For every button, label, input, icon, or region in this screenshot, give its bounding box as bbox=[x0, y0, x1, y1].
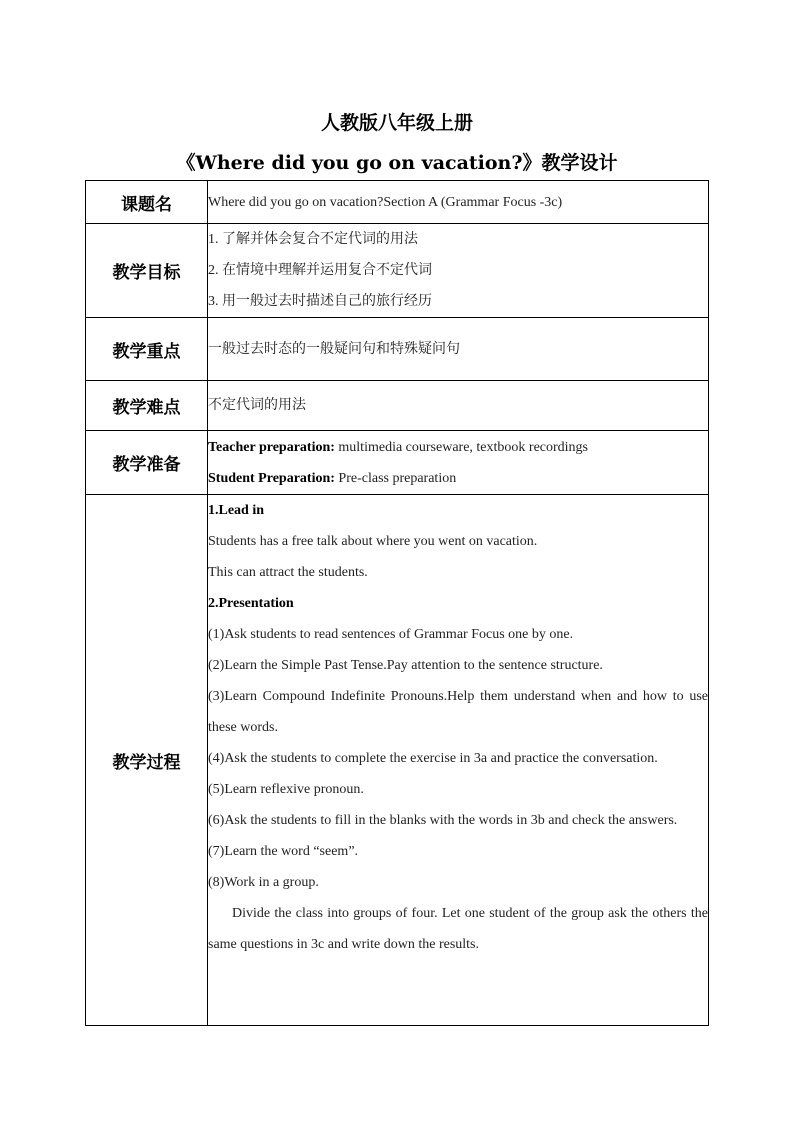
table-row-objectives bbox=[86, 224, 709, 318]
row-label: 教学过程 bbox=[86, 495, 208, 1026]
teacher-prep-line bbox=[208, 432, 708, 463]
difficulty-text: 不定代词的用法 bbox=[208, 398, 306, 413]
row-content bbox=[208, 381, 709, 431]
process-step: (5)Learn reflexive pronoun. bbox=[208, 782, 364, 797]
topic-text: Where did you go on vacation?Section A (Grammar Focus -3c) bbox=[208, 194, 563, 210]
row-content bbox=[208, 495, 709, 1026]
document-title: 人教版八年级上册 bbox=[320, 112, 473, 134]
row-content bbox=[208, 318, 709, 381]
process-step: Students has a free talk about where you went on vacation. bbox=[208, 534, 538, 549]
teacher-prep-key: Teacher preparation: bbox=[208, 439, 335, 455]
row-content bbox=[208, 181, 709, 224]
table-row-topic bbox=[86, 181, 709, 224]
process-step: (4)Ask the students to complete the exercise in 3a and practice the conversation. bbox=[208, 751, 658, 766]
key-point-text: 一般过去时态的一般疑问句和特殊疑问句 bbox=[208, 341, 460, 357]
table-row-preparation bbox=[86, 431, 709, 495]
process-step: (7)Learn the word “seem”. bbox=[208, 844, 359, 859]
table-row-process bbox=[86, 495, 709, 1026]
objective-item: 2. 在情境中理解并运用复合不定代词 bbox=[208, 263, 432, 278]
section-heading: 2.Presentation bbox=[208, 596, 294, 611]
row-content bbox=[208, 224, 709, 318]
process-step: This can attract the students. bbox=[208, 565, 368, 580]
process-step: (2)Learn the Simple Past Tense.Pay attention to the sentence structure. bbox=[208, 658, 603, 673]
lesson-plan-table bbox=[85, 180, 709, 1026]
objective-item: 3. 用一般过去时描述自己的旅行经历 bbox=[208, 294, 432, 309]
student-prep-key: Student Preparation: bbox=[208, 470, 335, 486]
row-label: 教学难点 bbox=[86, 381, 208, 431]
document-subtitle: 《Where did you go on vacation?》教学设计 bbox=[176, 152, 618, 174]
teacher-prep-value: multimedia courseware, textbook recordings bbox=[334, 439, 588, 455]
row-label: 课题名 bbox=[86, 181, 208, 224]
process-step: Divide the class into groups of four. Let one student of the group ask the others the same questions in 3c and write down the results. bbox=[208, 906, 708, 952]
row-label: 教学目标 bbox=[86, 224, 208, 318]
row-label: 教学重点 bbox=[86, 318, 208, 381]
row-content bbox=[208, 431, 709, 495]
table-row-difficulties bbox=[86, 381, 709, 431]
section-heading: 1.Lead in bbox=[208, 503, 265, 518]
process-step: (1)Ask students to read sentences of Grammar Focus one by one. bbox=[208, 627, 574, 642]
row-label: 教学准备 bbox=[86, 431, 208, 495]
student-prep-value: Pre-class preparation bbox=[334, 470, 457, 486]
process-step: (8)Work in a group. bbox=[208, 875, 319, 890]
process-step: (6)Ask the students to fill in the blanks with the words in 3b and check the answers. bbox=[208, 813, 678, 828]
objective-item: 1. 了解并体会复合不定代词的用法 bbox=[208, 232, 418, 247]
table-row-key-points bbox=[86, 318, 709, 381]
process-step: (3)Learn Compound Indefinite Pronouns.Help them understand when and how to use these words. bbox=[208, 689, 708, 735]
student-prep-line bbox=[208, 463, 708, 494]
